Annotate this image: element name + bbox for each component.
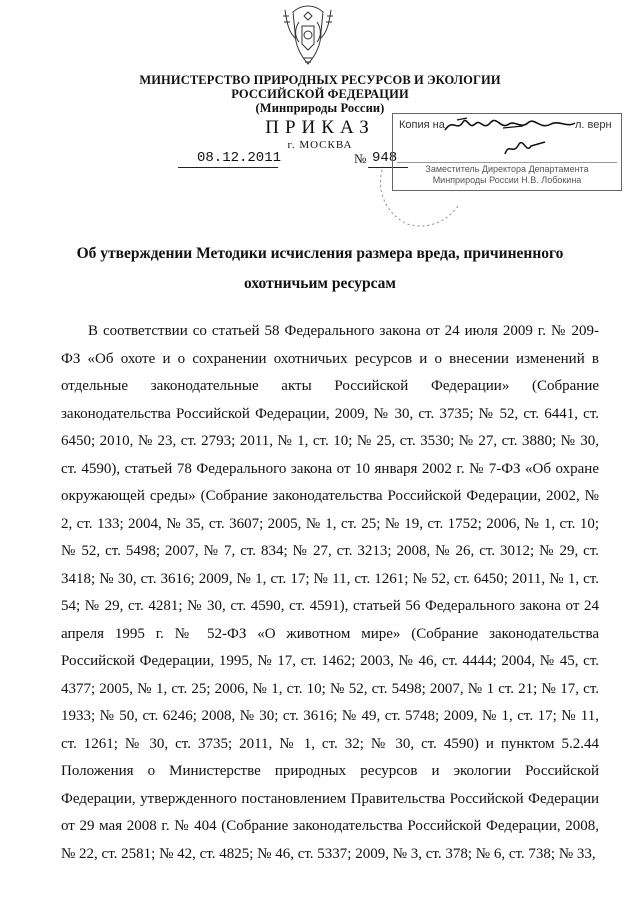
- handwritten-signature-icon: [443, 114, 578, 136]
- sheets-label: л. верн: [575, 119, 612, 131]
- signature-mark-icon: [501, 136, 551, 158]
- copy-label: Копия на: [399, 119, 445, 131]
- document-date: 08.12.2011: [197, 150, 282, 166]
- ministry-name-line2: РОССИЙСКОЙ ФЕДЕРАЦИИ: [231, 87, 409, 101]
- document-number: 948: [372, 150, 398, 166]
- coat-of-arms-icon: [277, 2, 339, 68]
- document-type: ПРИКАЗ: [265, 117, 375, 138]
- stamp-signer-position: Заместитель Директора Департамента: [425, 164, 589, 174]
- copy-certification-stamp: [392, 113, 622, 191]
- stamp-signer-name: Минприроды России Н.В. Лобокина: [432, 175, 582, 185]
- number-label: №: [354, 151, 367, 166]
- date-underline: [178, 167, 278, 168]
- body-paragraph: В соответствии со статьей 58 Федерального закона от 24 июля 2009 г. № 209-ФЗ «Об охоте и о сохранении охотничьих ресурсов и о внесении изменений в отдельные законодательные акты Российской Федерации» (Собрание законодательства Российской Федерации, 2009, № 30, ст. 3735; № 52, ст. 6441, ст. 6450; 2010, № 23, ст. 2793; 2011, № 1, ст. 10; № 25, ст. 3530; № 27, ст. 3880; № 30, ст. 4590), статьей 78 Федерального закона от 10 января 2002 г. № 7-ФЗ «Об охране окружающей среды» (Собрание законодательства Российской Федерации, 2002, № 2, ст. 133; 2004, № 35, ст. 3607; 2005, № 1, ст. 25; № 19, ст. 1752; 2006, № 1, ст. 10; № 52, ст. 5498; 2007, № 7, ст. 834; № 27, ст. 3213; 2008, № 26, ст. 3012; № 29, ст. 3418; № 30, ст. 3616; 2009, № 1, ст. 17; № 11, ст. 1261; № 52, ст. 6450; 2011, № 1, ст. 54; № 29, ст. 4281; № 30, ст. 4590, ст. 4591), статьей 56 Федерального закона от 24 апреля 1995 г. № 52-ФЗ «О животном мире» (Собрание законодательства Российской Федерации, 1995, № 17, ст. 1462; 2003, № 46, ст. 4444; 2004, № 45, ст. 4377; 2005, № 1, ст. 25; 2006, № 1, ст. 10; № 52, ст. 5498; 2007, № 1 ст. 21; № 17, ст. 1933; № 50, ст. 6246; 2008, № 30; ст. 3616; № 49, ст. 5748; 2009, № 1, ст. 17; № 11, ст. 1261; № 30, ст. 3735; 2011, № 1, ст. 32; № 30, ст. 4590) и пунктом 5.2.44 Положения о Министерстве природных ресурсов и экологии Российской Федерации, утвержденного постановлением Правительства Российской Федерации от 29 мая 2008 г. № 404 (Собрание законодательства Российской Федерации, 2008, № 22, ст. 2581; № 42, ст. 4825; № 46, ст. 5337; 2009, № 3, ст. 378; № 6, ст. 738; № 33,: [61, 323, 599, 862]
- document-city: г. МОСКВА: [287, 139, 353, 151]
- document-title-line1: Об утверждении Методики исчисления размера вреда, причиненного: [76, 245, 564, 262]
- ministry-short-name: (Минприроды России): [255, 101, 385, 115]
- stamp-divider: [397, 162, 617, 163]
- document-title-line2: охотничьим ресурсам: [244, 275, 396, 292]
- ministry-name-line1: МИНИСТЕРСТВО ПРИРОДНЫХ РЕСУРСОВ И ЭКОЛОГИИ: [139, 73, 501, 87]
